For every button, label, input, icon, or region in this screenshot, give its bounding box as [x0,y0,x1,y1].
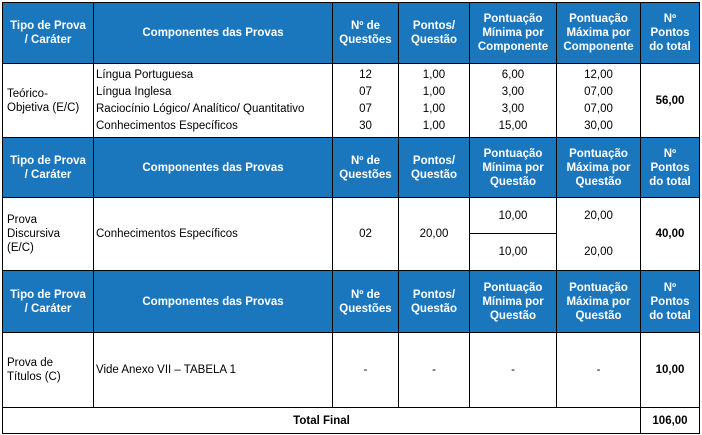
discursiva-componente: Conhecimentos Específicos [94,198,333,271]
objetiva-componentes [94,64,333,138]
total-final-label: Total Final [3,408,641,434]
header-pontos: Pontos/ Questão [399,271,470,333]
discursiva-questoes: 02 [333,198,399,271]
discursiva-total: 40,00 [641,198,700,271]
titulos-max: - [557,333,641,408]
titulos-total: 10,00 [641,333,700,408]
header-tipo: Tipo de Prova / Caráter [3,138,94,198]
list-item: Raciocínio Lógico/ Analítico/ Quantitativo [96,102,305,115]
objetiva-total: 56,00 [641,64,700,138]
titulos-componente: Vide Anexo VII – TABELA 1 [94,333,333,408]
objetiva-min: 6,00 3,00 3,00 15,00 [470,64,557,138]
header-pontos: Pontos/ Questão [399,3,470,64]
header-total: Nº Pontos do total [641,138,700,198]
titulos-row [3,333,700,408]
header-componentes: Componentes das Provas [94,3,333,64]
header-pontos: Pontos/ Questão [399,138,470,198]
titulos-questoes: - [333,333,399,408]
discursiva-max-1: 20,00 [557,198,641,234]
objetiva-max: 12,00 07,00 07,00 30,00 [557,64,641,138]
discursiva-min-2: 10,00 [470,234,557,271]
objetiva-tipo: Teórico- Objetiva (E/C) [3,64,94,138]
header-questoes: Nº de Questões [333,3,399,64]
header-min: Pontuação Mínima por Questão [470,138,557,198]
titulos-min: - [470,333,557,408]
header-total: Nº Pontos do total [641,271,700,333]
objetiva-questoes: 12 07 07 30 [333,64,399,138]
discursiva-min-1: 10,00 [470,198,557,234]
list-item: Língua Portuguesa [96,68,194,81]
header-max: Pontuação Máxima por Questão [557,138,641,198]
header-min: Pontuação Mínima por Questão [470,271,557,333]
header-tipo: Tipo de Prova / Caráter [3,271,94,333]
discursiva-row [3,198,700,234]
header-max: Pontuação Máxima por Questão [557,271,641,333]
header-componentes: Componentes das Provas [94,138,333,198]
total-final-value: 106,00 [641,408,700,434]
header-row [3,138,700,198]
header-tipo: Tipo de Prova / Caráter [3,3,94,64]
objetiva-row [3,64,700,138]
header-max: Pontuação Máxima por Componente [557,3,641,64]
list-item: Língua Inglesa [96,85,172,98]
objetiva-pontos: 1,00 1,00 1,00 1,00 [399,64,470,138]
discursiva-tipo: Prova Discursiva (E/C) [3,198,94,271]
list-item: Conhecimentos Específicos [96,119,238,132]
header-row [3,271,700,333]
header-row [3,3,700,64]
discursiva-max-2: 20,00 [557,234,641,271]
header-min: Pontuação Mínima por Componente [470,3,557,64]
header-total: Nº Pontos do total [641,3,700,64]
titulos-tipo: Prova de Títulos (C) [3,333,94,408]
header-questoes: Nº de Questões [333,138,399,198]
header-questoes: Nº de Questões [333,271,399,333]
header-componentes: Componentes das Provas [94,271,333,333]
titulos-pontos: - [399,333,470,408]
discursiva-pontos: 20,00 [399,198,470,271]
total-row [3,408,700,434]
exam-table [2,2,700,434]
